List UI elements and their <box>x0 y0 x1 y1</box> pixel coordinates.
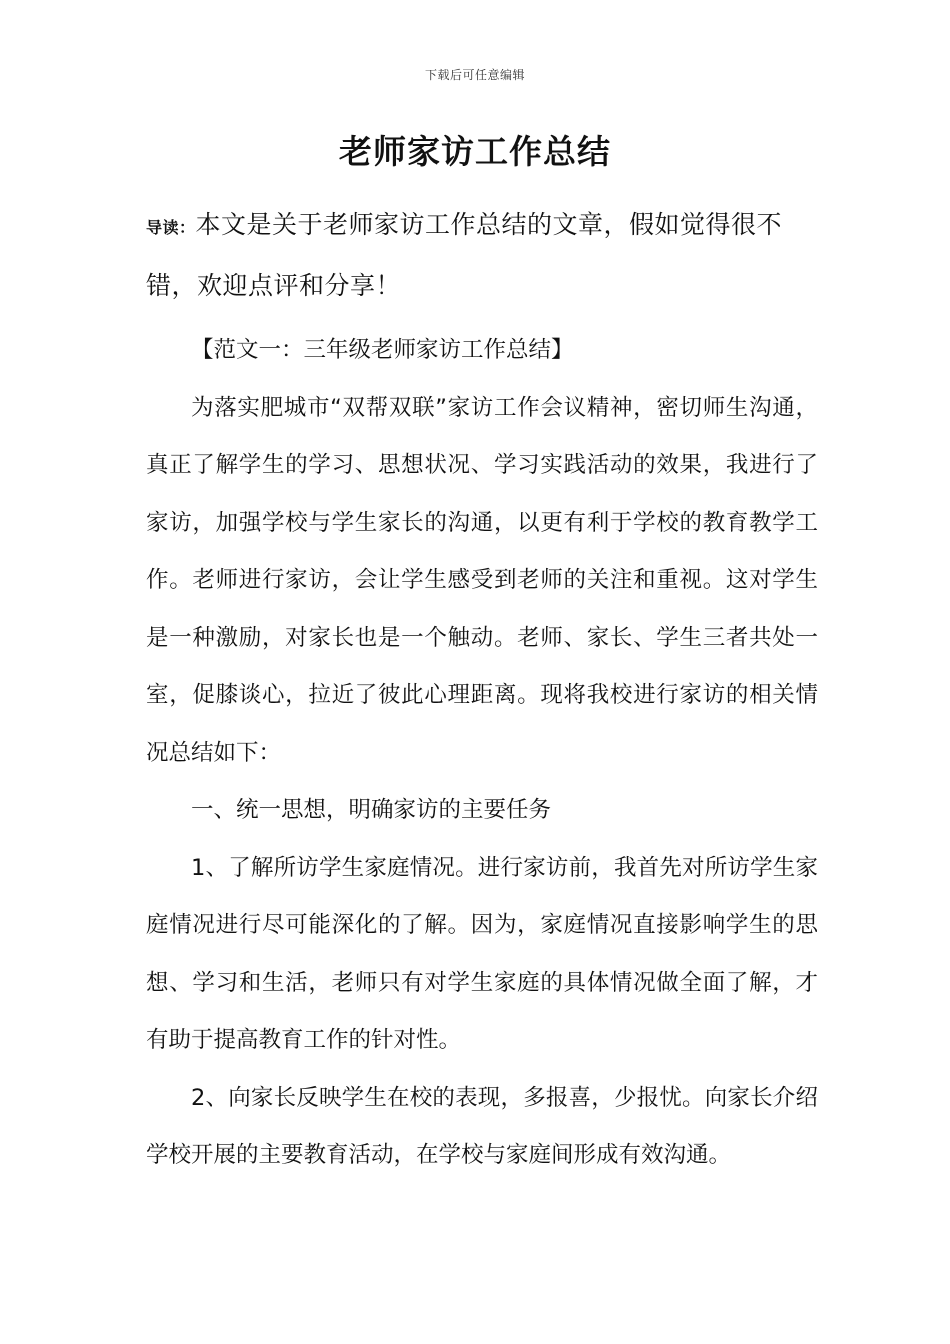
document-body <box>146 322 818 1185</box>
intro-paragraph <box>146 196 816 315</box>
document-title: 老师家访工作总结 <box>339 132 611 171</box>
section-heading-one: 一、统一思想，明确家访的主要任务 <box>191 797 552 823</box>
intro-label: 导读： <box>146 218 196 237</box>
body-paragraph: 为落实肥城市“双帮双联”家访工作会议精神，密切师生沟通，真正了解学生的学习、思想状况、学习实践活动的效果，我进行了家访，加强学校与学生家长的沟通，以更有利于学校的教育教学工作。老师进行家访，会让学生感受到老师的关注和重视。这对学生是一种激励，对家长也是一个触动。老师、家长、学生三者共处一室，促膝谈心，拉近了彼此心理距离。现将我校进行家访的相关情况总结如下： <box>146 394 818 766</box>
body-paragraph: 2、向家长反映学生在校的表现，多报喜，少报忧。向家长介绍学校开展的主要教育活动，在学校与家庭间形成有效沟通。 <box>146 1084 818 1168</box>
intro-text: 本文是关于老师家访工作总结的文章，假如觉得很不错，欢迎点评和分享！ <box>146 210 783 300</box>
header-note: 下载后可任意编辑 <box>424 68 525 82</box>
body-paragraph: 1、了解所访学生家庭情况。进行家访前，我首先对所访学生家庭情况进行尽可能深化的了解。因为，家庭情况直接影响学生的思想、学习和生活，老师只有对学生家庭的具体情况做全面了解，才有助于提高教育工作的针对性。 <box>146 854 818 1053</box>
section-heading-sample-one: 【范文一：三年级老师家访工作总结】 <box>191 337 574 363</box>
